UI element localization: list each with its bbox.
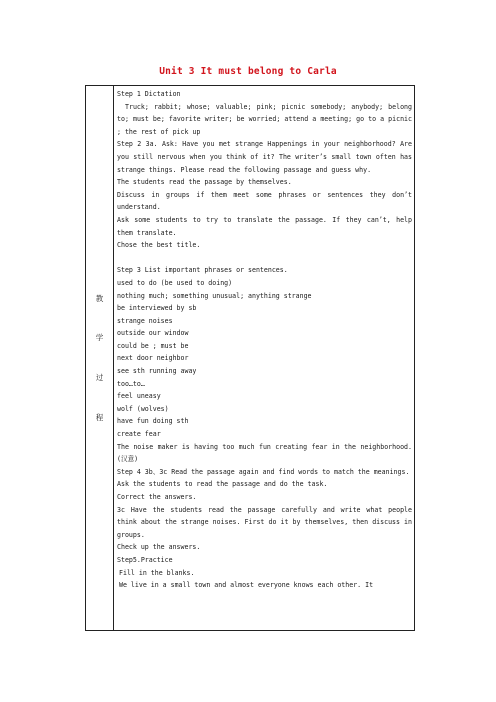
phrase-item: next door neighbor bbox=[117, 354, 189, 363]
step-1-heading: Step 1 Dictation bbox=[117, 90, 181, 98]
lesson-table bbox=[85, 85, 415, 631]
text-line: Fill in the blanks. bbox=[119, 568, 195, 577]
text-line: Ask the students to read the passage and do the task. bbox=[117, 480, 328, 489]
step-5-heading: Step5.Practice bbox=[117, 555, 173, 564]
text-line: Discuss in groups if them meet some phrases or sentences they don’t understand. bbox=[117, 190, 412, 212]
phrase-item: create fear bbox=[117, 430, 161, 439]
phrase-item: could be ; must be bbox=[117, 341, 189, 350]
side-label-char: 教 bbox=[95, 294, 104, 303]
phrase-item: nothing much; something unusual; anything strange bbox=[117, 291, 312, 300]
step-4-heading: Step 4 3b、3c Read the passage again and find words to match the meanings. bbox=[117, 467, 410, 476]
side-label-char: 过 bbox=[95, 373, 104, 382]
phrase-item: have fun doing sth bbox=[117, 417, 189, 426]
phrase-item: too…to… bbox=[117, 379, 145, 388]
page-title: Unit 3 It must belong to Carla bbox=[159, 66, 337, 77]
phrase-item: feel uneasy bbox=[117, 392, 161, 401]
text-line: Check up the answers. bbox=[117, 543, 201, 552]
column-divider bbox=[113, 86, 114, 630]
text-line: Ask some students to try to translate the passage. If they can’t, help them translate. bbox=[117, 215, 412, 237]
step-3-heading: Step 3 List important phrases or sentences. bbox=[117, 266, 288, 275]
text-line: The students read the passage by themselves. bbox=[117, 178, 292, 187]
text-line: We live in a small town and almost everyone knows each other. It bbox=[119, 581, 374, 590]
lesson-content bbox=[117, 88, 412, 630]
side-label-char: 程 bbox=[95, 413, 104, 422]
side-label-column bbox=[86, 86, 113, 630]
step-2-heading: Step 2 3a. Ask: Have you met strange Happenings in your neighborhood? Are you still nervous when you think of it? The writer’s small town often has strange things. Please read the following passage and guess why. bbox=[117, 140, 412, 174]
spacer bbox=[117, 252, 412, 265]
phrase-item: be interviewed by sb bbox=[117, 304, 197, 313]
text-line: Chose the best title. bbox=[117, 241, 201, 250]
text-line: 3c Have the students read the passage carefully and write what people think about the strange noises. First do it by themselves, then discuss in groups. bbox=[117, 505, 412, 539]
phrase-item: The noise maker is having too much fun creating fear in the neighborhood.(汉意) bbox=[117, 442, 412, 464]
text-line: Correct the answers. bbox=[117, 493, 197, 501]
phrase-item: outside our window bbox=[117, 329, 189, 338]
dictation-words: Truck; rabbit; whose; valuable; pink; picnic somebody; anybody; belong to; must be; favorite writer; be worried; attend a meeting; go to a picnic ; the rest of pick up bbox=[117, 102, 412, 136]
phrase-item: strange noises bbox=[117, 316, 173, 325]
phrase-item: wolf (wolves) bbox=[117, 404, 169, 413]
side-label-char: 学 bbox=[95, 333, 104, 342]
phrase-item: used to do (be used to doing) bbox=[117, 278, 233, 287]
phrase-item: see sth running away bbox=[117, 367, 197, 376]
